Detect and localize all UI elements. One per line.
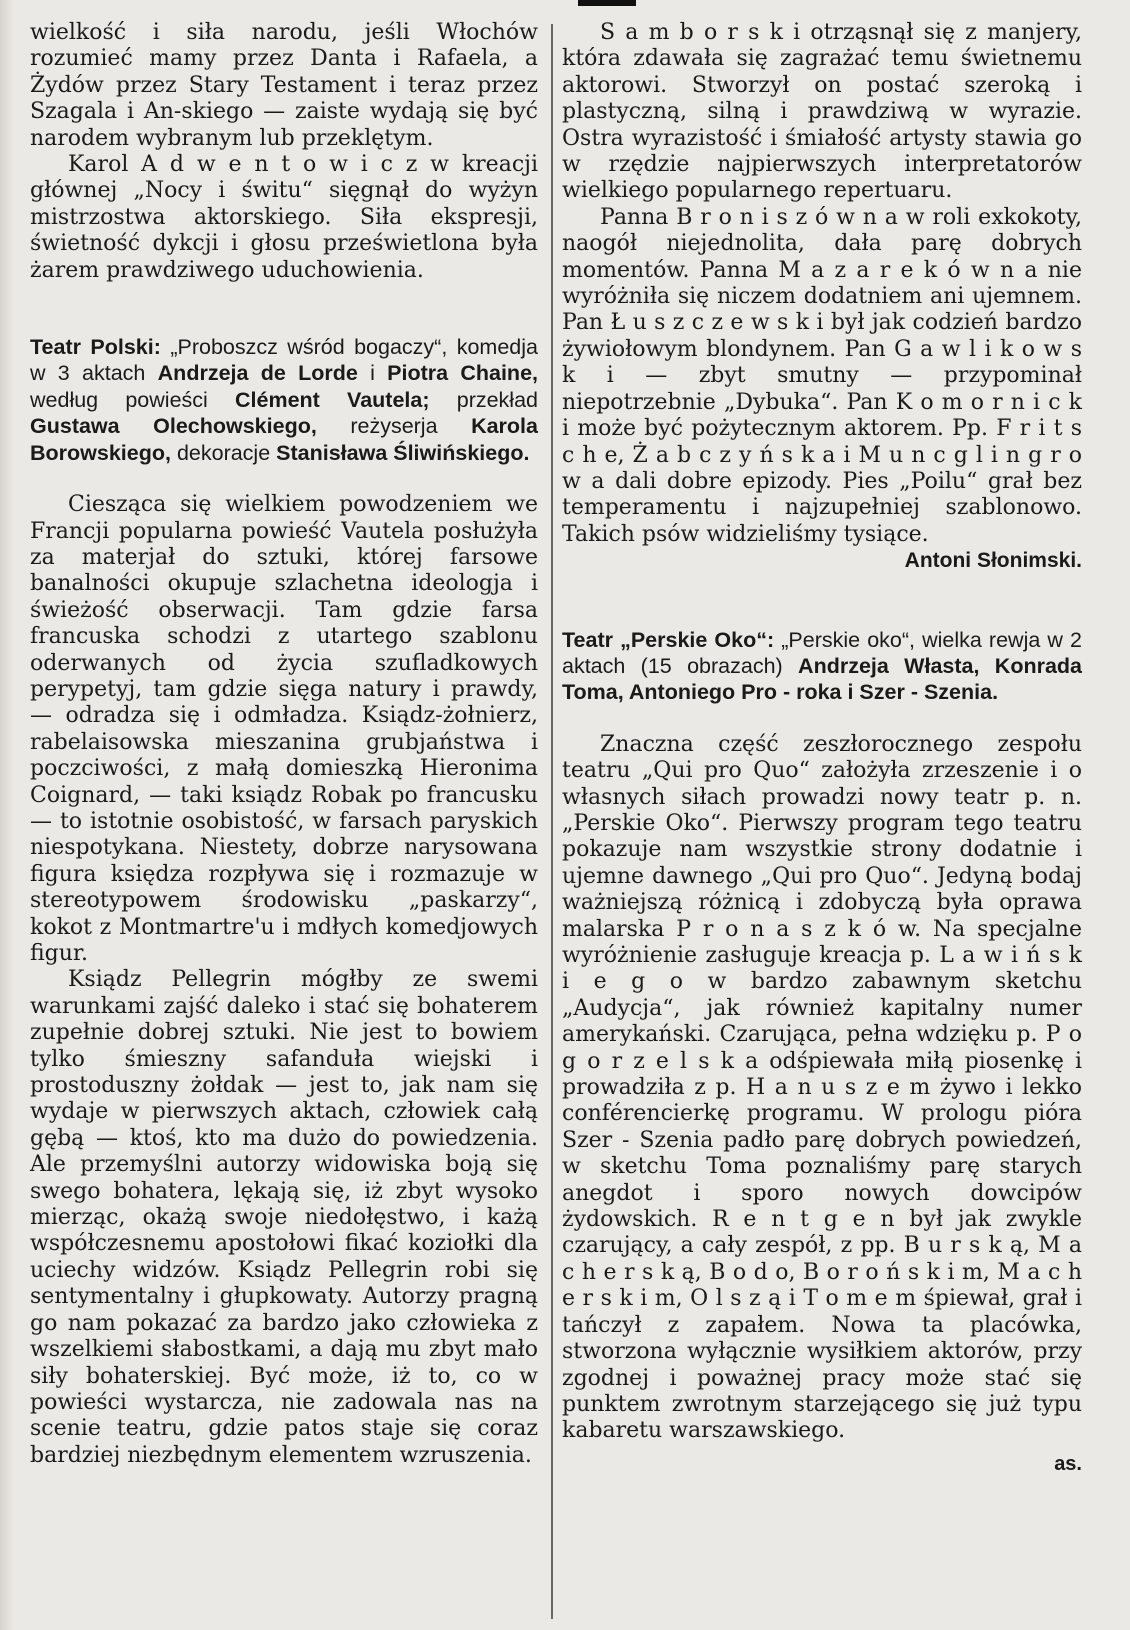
column-divider <box>551 24 553 1619</box>
page-edge-shadow <box>0 0 14 1630</box>
paragraph: Ksiądz Pellegrin mógłby ze swemi warunkami zajść daleko i stać się bohaterem zupełnie dobrej sztuki. Nie jest to bowiem tylko śmieszny safanduła wiejski i prostoduszny żołdak — jest to, jak nam się wydaje w pierwszych aktach, człowiek całą gębą — ktoś, kto ma dużo do powiedzenia. Ale przemyślni autorzy widowiska boją się swego bohatera, lękają się, iż zbyt wysoko mierząc, okażą swoje niedołęstwo, i każą współczesnemu apostołowi fikać koziołki dla uciechy widzów. Ksiądz Pellegrin robi się sentymentalny i głupkowaty. Autorzy pragną go nam pokazać za bardzo jako człowieka z wszelkiemi słabostkami, a dają mu zbyt mało siły bohaterskiej. Być może, iż to, co w powieści wystarcza, nie zadowala nas na scenie teatru, gdzie patos staje się coraz bardziej niezbędnym elementem wzruszenia. <box>30 967 538 1468</box>
top-edge-mark <box>578 0 636 6</box>
right-column <box>562 20 1082 1477</box>
left-column <box>30 20 538 1469</box>
paragraph: Karol A d w e n t o w i c z w kreacji głównej „Nocy i świtu“ sięgnął do wyżyn mistrzostwa aktorskiego. Siła ekspresji, świetność dykcji i głosu prześwietlona była żarem prawdziwego uduchowienia. <box>30 152 538 283</box>
paragraph: Ciesząca się wielkiem powodzeniem we Francji popularna powieść Vautela posłużyła za materjał do sztuki, której farsowe banalności okupuje szlachetna ideologja i świeżość obserwacji. Tam gdzie farsa francuska schodzi z utartego szablonu oderwanych od życia szufladkowych perypetyj, tam gdzie sięga natury i prawdy, — odradza się i odmładza. Ksiądz-żołnierz, rabelaisowska mieszanina grubjaństwa i poczciwości, z małą domieszką Hieronima Coignard, — taki ksiądz Robak po francusku — to istotnie osobistość, w farsach paryskich niespotykana. Niestety, dobrze narysowana figura księdza rozpływa się i rozmazuje w stereotypowem środowisku „paskarzy“, kokot z Montmartre'u i mdłych komedjowych figur. <box>30 492 538 966</box>
review-heading-teatr-polski: Teatr Polski: „Proboszcz wśród bogaczy“, komedja w 3 aktach Andrzeja de Lorde i Piotra Chaine, według powieści Clément Vautela; przekład Gustawa Olechowskiego, reżyserja Karola Borowskiego, dekoracje Stanisława Śliwińskiego. <box>30 335 538 465</box>
paragraph: Panna B r o n i s z ó w n a w roli exkokoty, naogół niejednolita, dała parę dobrych momentów. Panna M a z a r e k ó w n a nie wyróżniła się niczem dodatniem ani ujemnem. Pan Ł u s z c z e w s k i był jak codzień bardzo żywiołowym blondynem. Pan G a w l i k o w s k i — zbyt smutny — przypominał niepotrzebnie „Dybuka“. Pan K o m o r n i c k i może być pożytecznym aktorem. Pp. F r i t s c h e, Ż a b c z y ń s k a i M u n c g l i n g r o w a dali dobre epizody. Pies „Poilu“ grał bez temperamentu i najzupełniej szablonowo. Takich psów widzieliśmy tysiące. <box>562 204 1082 547</box>
paragraph: wielkość i siła narodu, jeśli Włochów rozumieć mamy przez Danta i Rafaela, a Żydów przez Stary Testament i teraz przez Szagala i An-skiego — zaiste wydają się być narodem wybranym lub przeklętym. <box>30 20 538 151</box>
author-signature: Antoni Słonimski. <box>904 549 1082 573</box>
paragraph: Znaczna część zeszłorocznego zespołu teatru „Qui pro Quo“ założyła zrzeszenie i o własnych siłach prowadzi nowy teatr p. n. „Perskie Oko“. Pierwszy program tego teatru pokazuje nam wszystkie strony dodatnie i ujemne dawnego „Qui pro Quo“. Jedyną bodaj ważniejszą różnicą i zdobyczą była oprawa malarska P r o n a s z k ó w. Na specjalne wyróżnienie zasługuje kreacja p. L a w i ń s k i e g o w bardzo zabawnym sketchu „Audycja“, jak również kapitalny numer amerykański. Czarująca, pełna wdzięku p. P o g o r z e l s k a odśpiewała miłą piosenkę i prowadziła z p. H a n u s z e m żywo i lekko conférencierkę programu. W prologu pióra Szer - Szenia padło parę dobrych powiedzeń, w sketchu Toma poznaliśmy parę starych anegdot i sporo nowych dowcipów żydowskich. R e n t g e n był jak zwykle czarujący, a cały zespół, z pp. B u r s k ą, M a c h e r s k ą, B o d o, B o r o ń s k i m, M a c h e r s k i m, O l s z ą i T o m e m śpiewał, grał i tańczył z zapałem. Nowa ta placówka, stworzona wyłącznie wysiłkiem aktorów, przy zgodnej i poważnej pracy może stać się punktem zwrotnym starzejącego się już typu kabaretu warszawskiego. <box>562 731 1082 1444</box>
paragraph: S a m b o r s k i otrząsnął się z manjery, która zdawała się zagrażać temu świetnemu aktorowi. Stworzył on postać szeroką i plastyczną, silną i prawdziwą w wyrazie. Ostra wyrazistość i śmiałość artysty stawia go w rzędzie najpierwszych interpretatorów wielkiego popularnego repertuaru. <box>562 20 1082 204</box>
review-heading-perskie-oko: Teatr „Perskie Oko“: „Perskie oko“, wielka rewja w 2 aktach (15 obrazach) Andrzeja Własta, Konrada Toma, Antoniego Pro - roka i Szer - Szenia. <box>562 627 1082 705</box>
author-signature: as. <box>1054 1452 1082 1475</box>
